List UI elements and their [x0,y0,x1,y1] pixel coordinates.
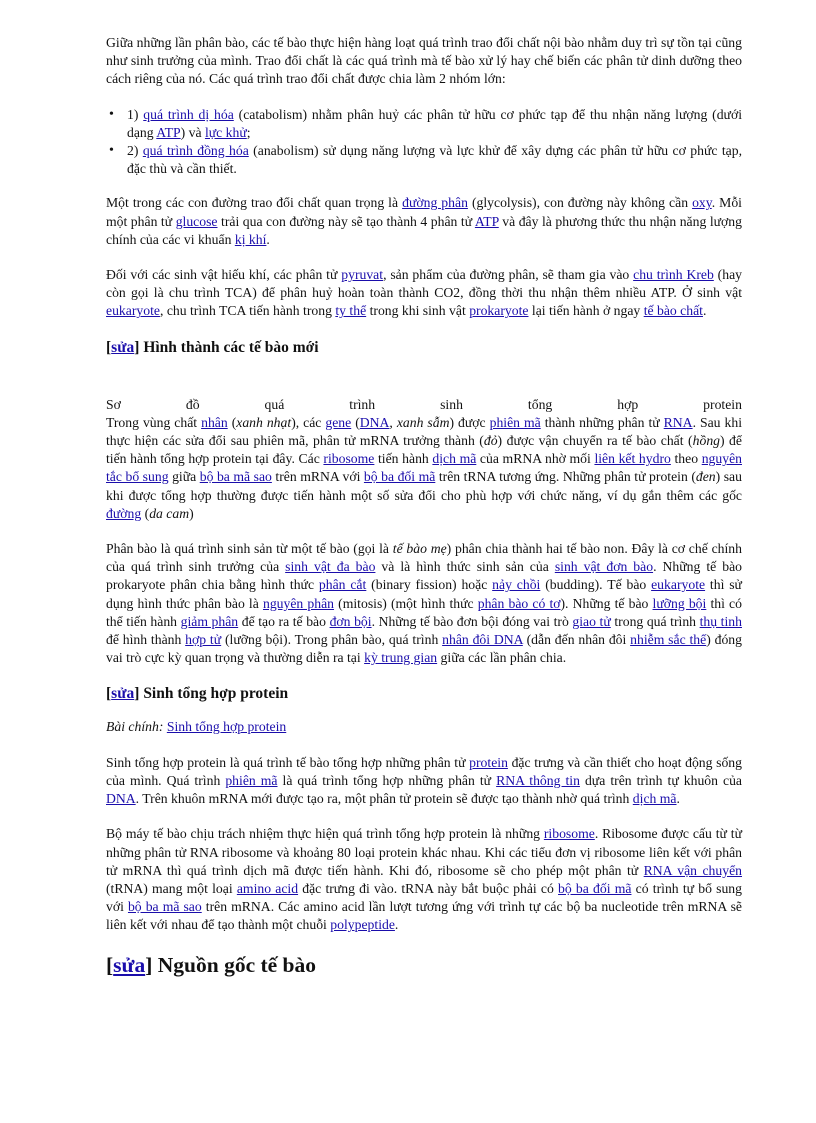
paragraph-protein-synthesis-caption [106,414,742,523]
link-catabolism[interactable]: quá trình dị hóa [143,106,234,122]
link-ribosome[interactable]: ribosome [323,451,375,467]
caption-word: Sơ [106,396,121,412]
text: (budding). Tế bào [540,577,652,593]
text: ( [351,414,360,430]
text: trên mRNA. Các amino acid lần lượt tương ứng với trình tự các bộ ba nucleotide trên mRNA sẽ liên kết với nhau để tạo thành một chuỗi [106,899,743,933]
link-translation[interactable]: dịch mã [432,451,477,467]
paragraph-metabolism [106,34,742,89]
bracket: [ [106,338,112,356]
edit-link[interactable]: sửa [113,952,146,977]
text: (catabolism) nhằm phân huỷ các phân tử hữu cơ phức tạp để thu nhận năng lượng (dưới dạng [127,106,743,140]
metabolism-list [106,106,742,179]
link-chromosome[interactable]: nhiễm sắc thể [630,632,707,648]
text: của mRNA nhờ mối [476,451,595,467]
text: lại tiến hành ở ngay [528,303,644,319]
text: (dẫn đến nhân đôi [522,632,631,648]
text: trên mRNA với [271,469,364,485]
text: ) phân chia thành hai tế bào non. Đây là cơ chế chính của quá trình sinh trưởng của [106,541,742,575]
text: (tRNA) mang một loại [106,880,237,896]
text: , chu trình TCA tiến hành trong [159,303,336,319]
text: (binary fission) hoặc [366,577,493,593]
link-trna[interactable]: RNA vận chuyển [643,862,743,878]
caption-word: protein [703,396,742,412]
link-eukaryote[interactable]: eukaryote [106,303,160,319]
text: ( [141,505,150,521]
text: (mitosis) (một hình thức [334,595,478,611]
text: ) sau khi được tổng hợp thường được tiến hành một số sửa đổi cho phù hợp với chức năng, ví dụ gắn thêm các gốc [106,469,742,503]
text: Giữa những lần phân bào, các tế bào thực hiện hàng loạt quá trình trao đổi chất nội bào nhằm duy trì sự tồn tại cũng như sinh trưởng của mình. Trao đổi chất là các quá trình mà tế bào xử lý hay chế biến các phân tử dinh dưỡng theo cách riêng của nó. Các quá trình trao đổi chất được chia làm 2 nhóm lớn: [106,35,742,87]
link-protein[interactable]: protein [469,754,508,770]
text: 2) [127,143,143,159]
text: . Trên khuôn mRNA mới được tạo ra, một phân tử protein sẽ được tạo thành nhờ quá trình [135,791,633,807]
text: thì sử dụng hình thức phân bào là [106,577,742,611]
text: Trong vùng chất [106,414,202,430]
section-heading-cell-origin [106,952,742,978]
link-rna[interactable]: RNA [663,414,693,430]
link-sugar[interactable]: đường [106,505,142,521]
link-meiosis[interactable]: giảm phân [180,613,239,629]
text: và đây là phương thức thu nhận năng lượng chính của các vi khuẩn [106,213,742,247]
link-anticodon[interactable]: bộ ba đối mã [363,469,436,485]
text: dựa trên trình tự khuôn của [579,772,742,788]
text: Sinh tổng hợp protein là quá trình tế bào tổng hợp những phân tử [106,754,470,770]
text: ). Những tế bào [560,595,653,611]
bracket: ] [134,338,140,356]
link-anabolism[interactable]: quá trình đồng hóa [142,143,249,159]
text: đặc trưng và cần thiết cho hoạt động sống của mình. Quá trình [106,754,742,788]
text: (hay còn gọi là chu trình TCA) để phân huỷ hoàn toàn thành CO2, đồng thời thu nhận thêm nhiều ATP. Ở sinh vật [106,267,743,301]
list-item [106,106,742,142]
link-interphase[interactable]: kỳ trung gian [364,650,438,666]
text: trong khi sinh vật [366,303,470,319]
paragraph-glycolysis [106,194,742,249]
text: trên tRNA tương ứng. Những phân tử protein ( [435,469,696,485]
caption-word: hợp [617,396,639,412]
link-atp[interactable]: ATP [156,124,181,140]
text: . Ribosome được cấu từ từ những phân tử RNA ribosome và khoảng 80 loại protein khác nhau. Khi các tiểu đơn vị ribosome liên kết với phân tử mRNA thì quá trình dịch mã được tiến hành. Khi đó, ribosome sẽ cho phép một phân tử [106,826,742,878]
text: ( [227,414,237,430]
paragraph-protein-synthesis [106,754,742,809]
link-glucose[interactable]: glucose [175,213,218,229]
text: thì có thể tiến hành [106,595,742,629]
text: . Mỗi một phân tử [106,195,742,229]
link-transcription[interactable]: phiên mã [489,414,541,430]
text: giữa các lần phân chia. [437,650,567,666]
text: để tạo ra tế bào [238,613,330,629]
text: ) được vận chuyển ra tế bào chất ( [497,433,693,449]
heading-title: Nguồn gốc tế bào [152,952,317,977]
text: ) và [180,124,205,140]
text: . [394,917,399,933]
text: để hình thành [106,632,186,648]
link-main-article[interactable]: Sinh tổng hợp protein [166,719,287,735]
link-complementarity[interactable]: nguyên tắc bổ sung [106,451,742,485]
figure-caption [106,396,742,414]
text: Một trong các con đường trao đổi chất quan trọng là [106,195,403,211]
bracket: ] [145,952,153,977]
link-gene[interactable]: gene [325,414,352,430]
link-dna[interactable]: DNA [106,791,136,807]
text: trải qua con đường này sẽ tạo thành 4 phân tử [217,213,475,229]
link-transcription[interactable]: phiên mã [225,772,278,788]
article-body [106,34,742,978]
link-codon[interactable]: bộ ba mã sao [199,469,272,485]
link-binary-fission[interactable]: phân cắt [318,577,367,593]
caption-word: tổng [527,396,553,412]
heading-title: Sinh tổng hợp protein [139,685,289,703]
link-fertilization[interactable]: thụ tinh [699,613,742,629]
heading-title: Hình thành các tế bào mới [139,338,319,356]
link-codon[interactable]: bộ ba mã sao [127,899,202,915]
section-heading-protein-synthesis [106,684,742,704]
italic-text: tế bào mẹ [392,541,447,557]
text: tiến hành [374,451,433,467]
edit-link[interactable]: sửa [111,338,135,356]
text: Phân bào là quá trình sinh sản từ một tế bào (gọi là [106,541,393,557]
link-reducing-power[interactable]: lực khử [204,124,247,140]
text: ) [189,505,194,521]
link-ribosome[interactable]: ribosome [543,826,595,842]
text: . Những tế bào đơn bội đóng vai trò [371,613,573,629]
link-haploid[interactable]: đơn bội [329,613,372,629]
link-translation[interactable]: dịch mã [632,791,677,807]
link-mrna[interactable]: RNA thông tin [496,772,580,788]
text: . Những tế bào prokaryote phân chia bằng hình thức [106,559,742,593]
text: trong quá trình [610,613,700,629]
bracket: [ [106,685,112,703]
link-polypeptide[interactable]: polypeptide [330,917,395,933]
text: , sản phẩm của đường phân, sẽ tham gia vào [383,267,634,283]
link-zygote[interactable]: hợp tử [185,632,222,648]
caption-word: trình [349,396,376,412]
text: . Sau khi thực hiện các sửa đổi sau phiên mã, phân tử mRNA trưởng thành ( [106,414,742,449]
edit-link[interactable]: sửa [111,685,135,703]
italic-text: da cam [149,505,190,521]
italic-text: xanh sẫm [396,414,450,430]
link-glycolysis[interactable]: đường phân [402,195,468,211]
text: có trình tự bổ sung với [106,880,742,915]
link-oxygen[interactable]: oxy [692,195,712,211]
text: (lưỡng bội). Trong phân bào, quá trình [221,632,443,648]
italic-text: đen [695,469,716,485]
list-item [106,142,742,178]
text: , [389,414,397,430]
paragraph-krebs [106,266,742,321]
italic-text: xanh nhạt [236,414,292,430]
text: thành những phân tử [540,414,664,430]
bracket: ] [134,685,140,703]
main-article-note [106,718,742,736]
caption-word: đồ [185,396,200,412]
italic-text: hồng [692,433,720,449]
text: (glycolysis), con đường này không cần [467,195,693,211]
text: Đối với các sinh vật hiếu khí, các phân tử [106,267,342,283]
text: ) đóng vai trò cực kỳ quan trọng và thường diễn ra tại [106,632,742,666]
paragraph-ribosome [106,825,742,934]
text: . [702,303,707,319]
text: (anabolism) sử dụng năng lượng và lực khử để xây dựng các phân tử hữu cơ phức tạp, đặc thù và cần thiết. [127,143,742,177]
italic-text: đỏ [483,433,498,449]
bracket: [ [106,952,114,977]
link-multicellular[interactable]: sinh vật đa bào [285,559,376,575]
link-mitotic-division[interactable]: phân bào có tơ [477,595,561,611]
text: theo [670,451,702,467]
link-mitochondria[interactable]: ty thể [335,303,367,319]
text: . [676,791,680,807]
link-eukaryote[interactable]: eukaryote [651,577,706,593]
link-dna[interactable]: DNA [359,414,390,430]
main-article-label: Bài chính: [106,719,167,735]
section-heading-new-cells [106,338,742,358]
text: ) để tiến hành tổng hợp protein tại đây. Các [106,433,742,467]
link-krebs-cycle[interactable]: chu trình Kreb [633,267,714,283]
link-cytoplasm[interactable]: tế bào chất [643,303,703,319]
text: đặc trưng đi vào. tRNA này bắt buộc phải có [298,880,559,896]
text: giữa [168,469,200,485]
link-unicellular[interactable]: sinh vật đơn bào [554,559,654,575]
text: . [266,231,270,247]
text: và là hình thức sinh sản của [375,559,555,575]
caption-word: quá [264,396,285,412]
text: Bộ máy tế bào chịu trách nhiệm thực hiện quá trình tổng hợp protein là những [106,826,544,842]
link-budding[interactable]: nảy chồi [492,577,541,593]
text: ) được [449,414,490,430]
link-mitosis[interactable]: nguyên phân [262,595,335,611]
link-hydrogen-bond[interactable]: liên kết hydro [594,451,671,467]
paragraph-cell-division [106,540,742,667]
link-gamete[interactable]: giao tử [572,613,611,629]
link-amino-acid[interactable]: amino acid [236,880,299,896]
link-anticodon[interactable]: bộ ba đối mã [558,880,632,896]
text: ; [246,124,251,140]
link-nucleus[interactable]: nhân [201,414,228,430]
link-pyruvate[interactable]: pyruvat [341,267,384,283]
link-anaerobic[interactable]: kị khí [234,231,267,247]
caption-word: sinh [440,396,463,412]
text: là quá trình tổng hợp những phân tử [277,772,497,788]
link-prokaryote[interactable]: prokaryote [469,303,529,319]
text: 1) [127,106,144,122]
text: ), các [291,414,326,430]
link-atp[interactable]: ATP [474,213,499,229]
link-diploid[interactable]: lưỡng bội [652,595,707,611]
link-dna-replication[interactable]: nhân đôi DNA [442,632,523,648]
